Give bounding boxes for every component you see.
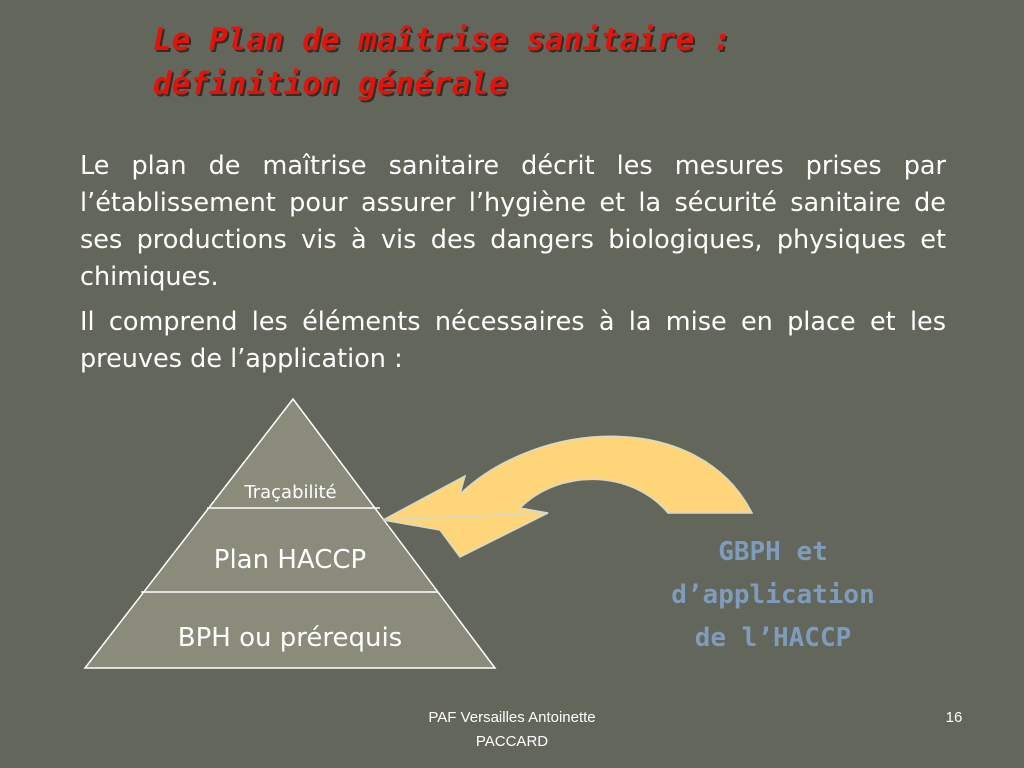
pyramid-level-tracabilite: Traçabilité [244, 482, 337, 503]
curved-arrow [383, 436, 752, 520]
curved-arrow-head [383, 513, 548, 557]
pyramid-level-haccp: Plan HACCP [213, 545, 367, 575]
paragraph-definition: Le plan de maîtrise sanitaire décrit les mesures prises par l’établissement pour assurer l’hygiène et la sécurité sanitaire de ses productions vis à vis des dangers biologiques, physiques et chimiques. [80, 151, 946, 292]
paragraph-elements: Il comprend les éléments nécessaires à la mise en place et les preuves de l’application : [80, 307, 946, 374]
gbph-line-3: de l’HACCP [694, 623, 852, 653]
page-number: 16 [945, 709, 963, 726]
gbph-line-2: d’application [671, 580, 875, 610]
gbph-line-1: GBPH et [718, 537, 828, 567]
title-line-2: définition générale [153, 66, 508, 102]
pyramid-level-bph: BPH ou prérequis [177, 623, 403, 653]
footer-author: PAF Versailles Antoinette PACCARD [428, 709, 596, 750]
gbph-label [654, 531, 892, 660]
title-line-1: Le Plan de maîtrise sanitaire : [153, 22, 732, 58]
